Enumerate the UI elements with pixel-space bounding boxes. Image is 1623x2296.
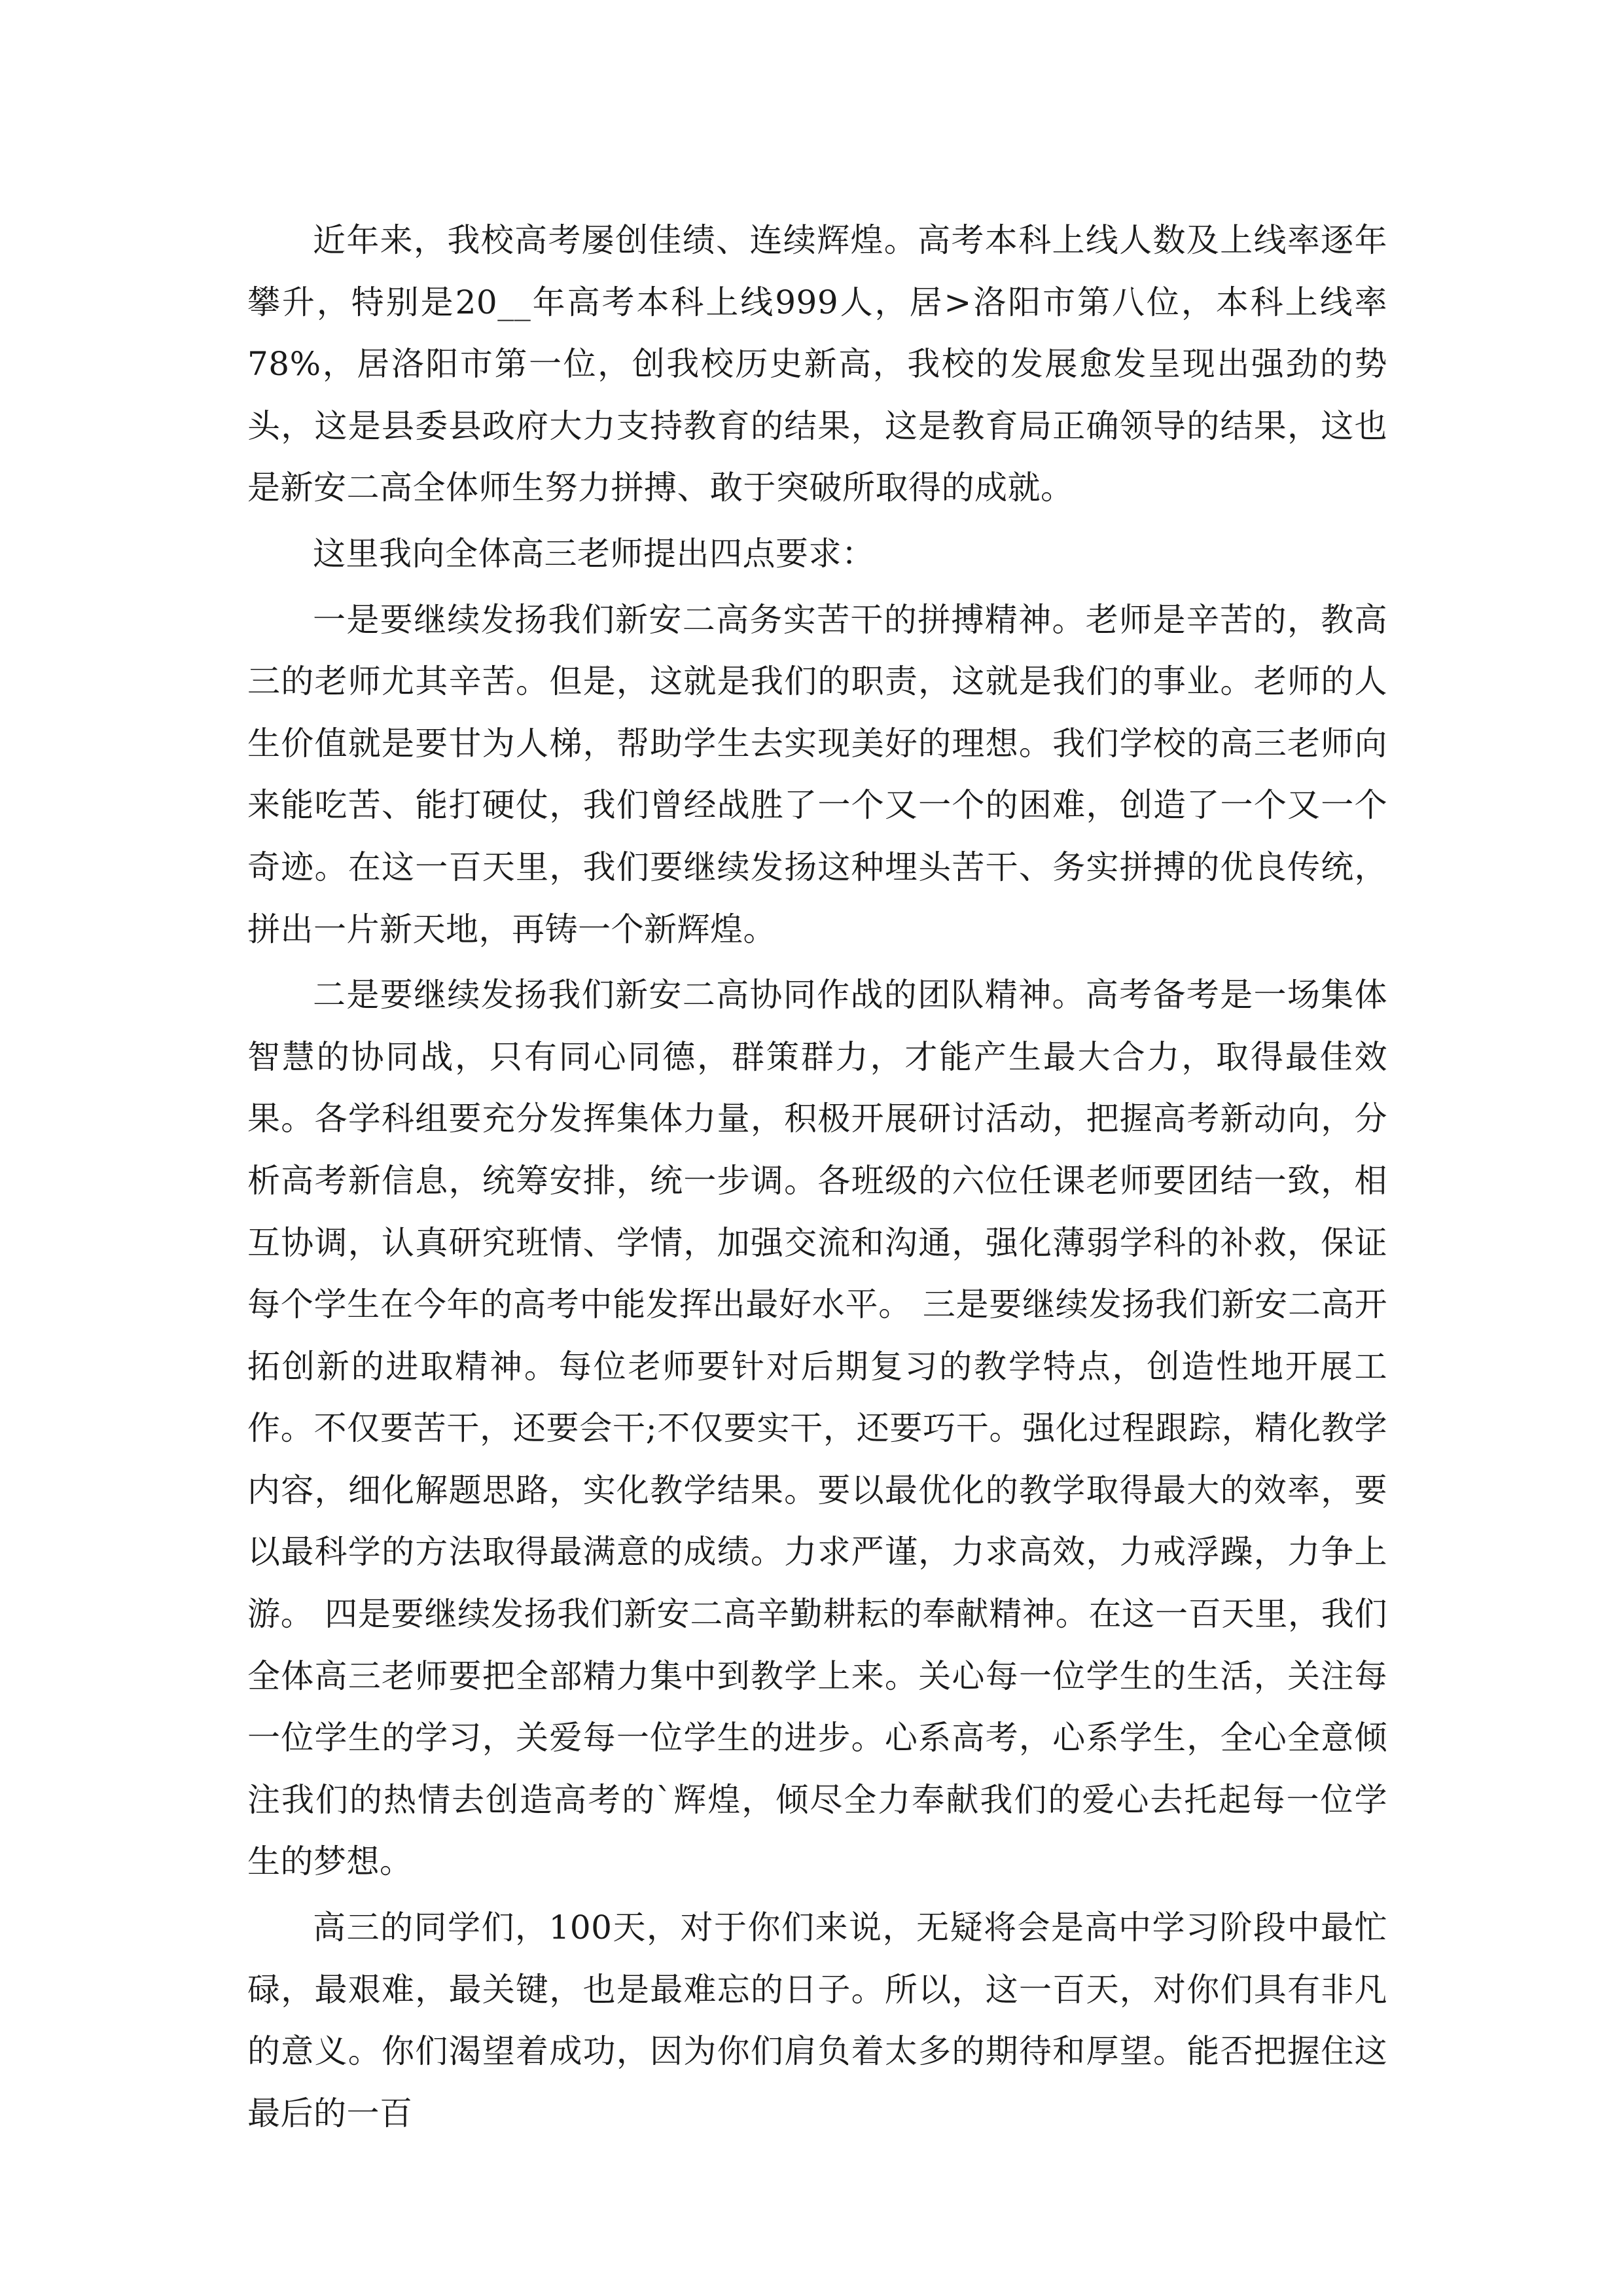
paragraph-students: 高三的同学们，100天，对于你们来说，无疑将会是高中学习阶段中最忙碌，最艰难，最关键，也是最难忘的日子。所以，这一百天，对你们具有非凡的意义。你们渴望着成功，因为你们肩负着太多的期待和厚望。能否把握住这最后的一百	[247, 1909, 1387, 2132]
paragraph-requirements-heading: 这里我向全体高三老师提出四点要求：	[313, 534, 875, 573]
paragraph-intro: 近年来，我校高考屡创佳绩、连续辉煌。高考本科上线人数及上线率逐年攀升，特别是20__年高考本科上线999人，居>洛阳市第八位，本科上线率78%，居洛阳市第一位，创我校历史新高，我校的发展愈发呈现出强劲的势头，这是县委县政府大力支持教育的结果，这是教育局正确领导的结果，这也是新安二高全体师生努力拼搏、敢于突破所取得的成就。	[247, 221, 1387, 507]
paragraph-requirement-one: 一是要继续发扬我们新安二高务实苦干的拼搏精神。老师是辛苦的，教高三的老师尤其辛苦。但是，这就是我们的职责，这就是我们的事业。老师的人生价值就是要甘为人梯，帮助学生去实现美好的理想。我们学校的高三老师向来能吃苦、能打硬仗，我们曾经战胜了一个又一个的困难，创造了一个又一个奇迹。在这一百天里，我们要继续发扬这种埋头苦干、务实拼搏的优良传统，拼出一片新天地，再铸一个新辉煌。	[247, 600, 1387, 948]
paragraph-requirements-two-to-four: 二是要继续发扬我们新安二高协同作战的团队精神。高考备考是一场集体智慧的协同战，只有同心同德，群策群力，才能产生最大合力，取得最佳效果。各学科组要充分发挥集体力量，积极开展研讨活动，把握高考新动向，分析高考新信息，统筹安排，统一步调。各班级的六位任课老师要团结一致，相互协调，认真研究班情、学情，加强交流和沟通，强化薄弱学科的补救，保证每个学生在今年的高考中能发挥出最好水平。 三是要继续发扬我们新安二高开拓创新的进取精神。每位老师要针对后期复习的教学特点，创造性地开展工作。不仅要苦干，还要会干;不仅要实干，还要巧干。强化过程跟踪，精化教学内容，细化解题思路，实化教学结果。要以最优化的教学取得最大的效率，要以最科学的方法取得最满意的成绩。力求严谨，力求高效，力戒浮躁，力争上游。 四是要继续发扬我们新安二高辛勤耕耘的奉献精神。在这一百天里，我们全体高三老师要把全部精力集中到教学上来。关心每一位学生的生活，关注每一位学生的学习，关爱每一位学生的进步。心系高考，心系学生，全心全意倾注我们的热情去创造高考的`辉煌，倾尽全力奉献我们的爱心去托起每一位学生的梦想。	[247, 976, 1387, 1881]
document-body	[247, 209, 1387, 2144]
